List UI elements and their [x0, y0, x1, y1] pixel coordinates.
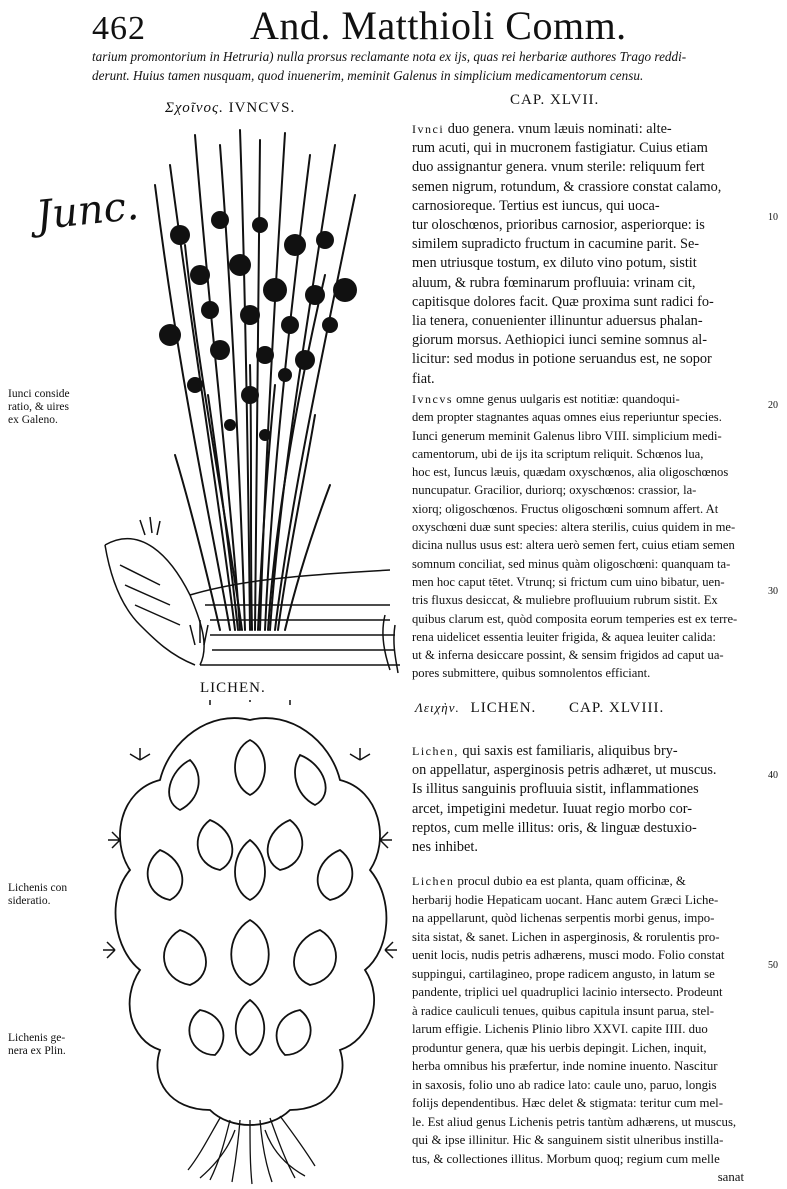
line-number: 20 — [768, 400, 778, 411]
lichen-caption: LICHEN. — [200, 680, 266, 696]
text-line: xiorq; oligoschœnos. Fructus oligoschœni somnum affert. At — [412, 501, 719, 516]
text-line: produntur genera, quæ his uerbis depingit. Lichen, inquit, — [412, 1040, 707, 1055]
text-line: somnum conciliat, sed minus quàm oligoschœni: quanquam ta- — [412, 556, 731, 571]
chapter-48-cap: CAP. XLVIII. — [569, 700, 665, 716]
chapter-48-name: LICHEN. — [470, 700, 537, 716]
margin-note-line: nera ex Plin. — [8, 1045, 66, 1057]
text-line: le. Est aliud genus Lichenis petris tantùm adhærens, ut muscus, — [412, 1114, 737, 1129]
text-line: omne genus uulgaris est notitiæ: quandoqui- — [456, 392, 680, 406]
margin-note-line: Iunci conside — [8, 388, 70, 400]
text-line: duo genera. vnum læuis nominati: alte- — [447, 121, 672, 137]
text-line: capitisque dolores facit. Quæ proxima sunt radici fo- — [412, 293, 714, 310]
intro-line: tarium promontorium in Hetruria) nulla prorsus reclamante nota ex ijs, quas rei herbariæ authores Trago reddi- — [92, 49, 687, 64]
margin-note-line: Lichenis ge- — [8, 1032, 66, 1044]
text-line: hoc est, Iuncus læuis, quædam oxyschœnos, alia oligoschœnos — [412, 465, 729, 480]
text-line: nes inhibet. — [412, 839, 478, 856]
text-line: folijs dependentibus. Hæc delet & stigmata: teritur cum mel- — [412, 1096, 723, 1110]
text-line: camentorum, ubi de ijs ita scriptum reliquit. Schœnos lua, — [412, 446, 704, 461]
text-line: larum effigie. Lichenis Plinio libro XXVI. capite IIII. duo — [412, 1022, 708, 1036]
text-line: suppingui, cartilagineo, prope radicem angusto, in latum se — [412, 966, 715, 981]
text-line: men hoc caput tētet. Vtrunq; si frictum cum uino bibatur, uen- — [412, 574, 725, 589]
text-line: pandente, triplici uel quadruplici lacinio intersecto. Prodeunt — [412, 985, 723, 999]
page-number: 462 — [92, 10, 146, 47]
drop-lead: Lichen, — [412, 744, 459, 758]
margin-note-line: Lichenis con — [8, 882, 68, 894]
intro-text — [92, 47, 772, 85]
chapter-48-greek: Λειχὴν. — [415, 700, 460, 715]
text-line: Iunci generum meminit Galenus libro VIII. simplicium medi- — [412, 428, 722, 443]
text-line: rum acuti, qui in mucronem fastigiatur. Cuius etiam — [412, 140, 708, 157]
text-line: qui saxis est familiaris, aliquibus bry- — [462, 743, 678, 759]
text-line: Is illitus sanguinis profluuia sistit, inflammationes — [412, 781, 699, 798]
text-line: procul dubio ea est planta, quam officinæ, & — [457, 874, 686, 888]
drop-lead: Lichen — [412, 874, 455, 888]
text-line: à radice cauliculi tenues, quibus capitula insunt parua, stel- — [412, 1003, 715, 1018]
drop-lead: Ivnci — [412, 122, 445, 136]
text-line: semen nigrum, rotundum, & crassiore constat calamo, — [412, 178, 722, 195]
text-line: sanat — [717, 1170, 744, 1184]
text-line: giorum morsus. Aethiopici iunci semine somnus al- — [412, 332, 708, 349]
text-line: aluum, & rubra fœminarum profluuia: vrinam cit, — [412, 274, 696, 291]
line-number: 50 — [768, 960, 778, 971]
text-line: sita sistat, & sanet. Lichen in asperginosis, & rorulentis pro- — [412, 929, 720, 944]
chapter-48-para-2 — [412, 872, 764, 1187]
juncus-caption — [165, 100, 295, 117]
text-line: duo assignantur genera. vnum sterile: reliquum fert — [412, 159, 705, 176]
text-line: lia tenera, conuenienter illinuntur aduersus phalan- — [412, 313, 703, 330]
chapter-47-para-2 — [412, 390, 762, 683]
text-line: licitur: sed modus in potione seruandus est, ne sopor — [412, 351, 712, 368]
text-line: tur oloschœnos, prioribus carnosior, asperiorque: is — [412, 217, 705, 234]
text-line: carnosioreque. Tertius est iuncus, qui uoca- — [412, 197, 660, 214]
line-number: 30 — [768, 586, 778, 597]
lichen-woodcut — [100, 700, 400, 1185]
text-line: arcet, impetigini medetur. Iuuat regio morbo cor- — [412, 800, 692, 817]
text-line: in saxosis, folio uno ab radice lato: caule uno, paruo, longis — [412, 1077, 717, 1092]
text-line: uenit locis, nudis petris adhærens, musci modo. Folio constat — [412, 948, 725, 962]
line-number: 10 — [768, 212, 778, 223]
drop-lead: Ivncvs — [412, 392, 453, 406]
text-line: on appellatur, asperginosis petris adhæret, ut muscus. — [412, 762, 717, 779]
text-line: herbarij hodie Hepaticam uocant. Hanc autem Græci Liche- — [412, 892, 719, 907]
chapter-48-heading — [415, 700, 664, 717]
juncus-caption-latin: IVNCVS. — [228, 100, 296, 116]
margin-note-lichen — [8, 882, 67, 908]
text-line: tus, & collectiones illitus. Morbum quoq; regium cum melle — [412, 1151, 720, 1166]
text-line: qui & ipse illinitur. Hic & sanguinem sistit ulneribus instilla- — [412, 1133, 724, 1147]
text-line: dicina nullus usus est: altera uerò semen fert, cuius etiam semen — [412, 538, 735, 553]
margin-note-line: ratio, & uires — [8, 401, 69, 413]
text-line: rena uidelicet essentia leuiter frigida, & aquea leuiter calida: — [412, 629, 716, 644]
margin-note-line: sideratio. — [8, 895, 51, 907]
handwritten-note: Junc. — [33, 182, 141, 240]
text-line: dem propter stagnantes aquas omnes eius reperiuntur species. — [412, 410, 722, 425]
text-line: ut & inferna desiccare possint, & sensim frigidos ad caput ua- — [412, 648, 724, 663]
intro-line: derunt. Huius tamen nusquam, quod inuenerim, meminit Galenus in simplicium medicamentorum censu. — [92, 68, 644, 83]
margin-note-lichen-genera — [8, 1032, 66, 1058]
text-line: herba omnibus his præfertur, inde nomine inuento. Nascitur — [412, 1059, 718, 1073]
text-line: men utriusque tostum, ex diluto vino potum, sistit — [412, 255, 697, 272]
juncus-caption-greek: Σχοῖνος. — [165, 100, 224, 116]
margin-note-line: ex Galeno. — [8, 414, 58, 426]
text-line: quibus clarum est, quòd composita eorum temperies est ex terre- — [412, 611, 738, 626]
text-line: similem supradicto fructum in cacumine parit. Se- — [412, 236, 700, 253]
running-title: And. Matthioli Comm. — [250, 3, 627, 48]
text-line: tris fluxus desiccat, & muliebre profluuium rubrum sistit. Ex — [412, 593, 718, 608]
margin-note-iunci — [8, 388, 70, 427]
juncus-woodcut — [100, 125, 410, 685]
chapter-48-para-1 — [412, 742, 764, 857]
text-line: fiat. — [412, 370, 435, 387]
text-line: nuncupatur. Gracilior, duriorq; oxyschœnos: crassior, la- — [412, 483, 697, 498]
text-line: oxyschœni duæ sunt species: altera sterilis, cuius quidem in me- — [412, 520, 736, 535]
chapter-47-para-1 — [412, 120, 760, 389]
text-line: reptos, cum melle illitus: oris, & linguæ destuxio- — [412, 819, 697, 836]
text-line: pores submittere, quibus somnolentos efficiant. — [412, 666, 651, 681]
text-line: na appellarunt, quòd lichenas serpentis morbi genus, impo- — [412, 911, 715, 925]
chapter-47-heading: CAP. XLVII. — [510, 92, 600, 108]
line-number: 40 — [768, 770, 778, 781]
